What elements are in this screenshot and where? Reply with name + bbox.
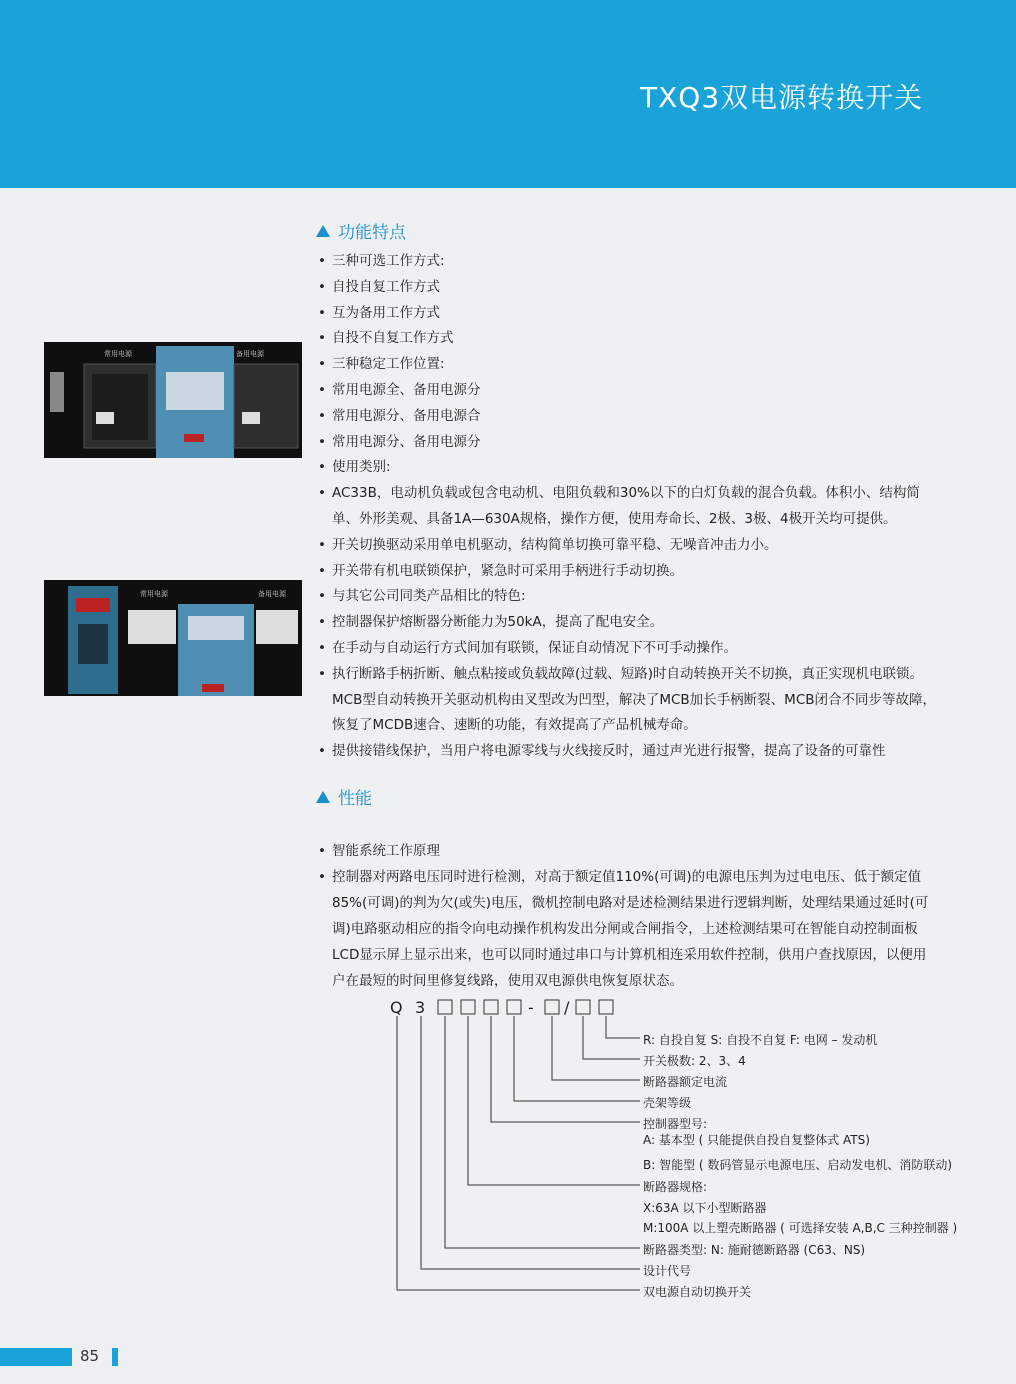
diagram-label: 断路器规格: [643, 1180, 708, 1194]
list-item: • 开关切换驱动采用单电机驱动，结构简单切换可靠平稳、无噪音冲击力小。 [318, 533, 998, 559]
diagram-label: 设计代号 [643, 1264, 692, 1278]
diagram-label: 断路器额定电流 [643, 1075, 728, 1089]
performance-heading-label: 性能 [338, 789, 372, 809]
performance-heading [316, 784, 372, 809]
list-item: • 三种可选工作方式: [318, 249, 998, 275]
image-label: 备用电源 [258, 590, 286, 598]
switch-illustration-2 [44, 580, 302, 696]
list-item: • 提供接错线保护，当用户将电源零线与火线接反时，通过声光进行报警，提高了设备的可靠性 [318, 739, 998, 765]
list-item: • 常用电源分、备用电源合 [318, 404, 998, 430]
diagram-label: B: 智能型 ( 数码管显示电源电压、启动发电机、消防联动) [643, 1158, 953, 1172]
triangle-icon [316, 225, 330, 237]
header-banner [0, 0, 1016, 188]
list-item: • 常用电源分、备用电源分 [318, 430, 998, 456]
features-list [318, 249, 998, 765]
list-item: • 在手动与自动运行方式间加有联锁，保证自动情况下不可手动操作。 [318, 636, 998, 662]
footer-bar-marker [112, 1348, 118, 1366]
footer-bar [0, 1348, 72, 1366]
diagram-label: 壳架等级 [643, 1096, 692, 1110]
diagram-label: 开关极数: 2、3、4 [643, 1054, 746, 1068]
features-heading [316, 218, 406, 243]
code-slash: / [564, 998, 570, 1017]
diagram-label: A: 基本型 ( 只能提供自投自复整体式 ATS) [643, 1133, 870, 1147]
code-3: 3 [415, 998, 426, 1017]
image-label: 备用电源 [236, 350, 264, 358]
diagram-label: 双电源自动切换开关 [643, 1285, 752, 1299]
performance-list [318, 838, 998, 994]
page-title: TXQ3双电源转换开关 [640, 81, 924, 114]
product-photo-2 [44, 580, 302, 696]
code-q: Q [390, 998, 403, 1017]
list-item: • 控制器对两路电压同时进行检测，对高于额定值110%(可调)的电源电压判为过电电压、低于额定值 [318, 864, 998, 890]
diagram-label: X:63A 以下小型断路器 [643, 1201, 767, 1215]
diagram-label: M:100A 以上塑壳断路器 ( 可选择安装 A,B,C 三种控制器 ) [643, 1221, 958, 1235]
list-item: • 智能系统工作原理 [318, 838, 998, 864]
triangle-icon [316, 791, 330, 803]
page-number: 85 [80, 1347, 100, 1365]
image-label: 常用电源 [104, 350, 132, 358]
product-photo-1 [44, 342, 302, 458]
list-item-continuation: 单、外形美观、具备1A—630A规格，操作方便，使用寿命长、2极、3极、4极开关均可提供。 [332, 510, 897, 527]
list-item: • 互为备用工作方式 [318, 301, 998, 327]
list-item-continuation: 户在最短的时间里修复线路，使用双电源供电恢复原状态。 [332, 973, 683, 989]
diagram-label: R: 自投自复 S: 自投不自复 F: 电网 – 发动机 [643, 1033, 878, 1047]
switch-illustration-1 [44, 342, 302, 458]
list-item-continuation: 恢复了MCDB速合、速断的功能，有效提高了产品机械寿命。 [332, 717, 697, 734]
list-item-continuation: 85%(可调)的判为欠(或失)电压，微机控制电路对是述检测结果进行逻辑判断，处理结果通过延时(可 [332, 895, 929, 911]
list-item-continuation: 调)电路驱动相应的指令向电动操作机构发出分闸或合闸指令，上述检测结果可在智能自动控制面板 [332, 921, 918, 937]
diagram-label: 断路器类型: N: 施耐德断路器 (C63、NS) [643, 1243, 866, 1257]
code-dash: - [528, 998, 534, 1017]
list-item: • 自投自复工作方式 [318, 275, 998, 301]
list-item: • 与其它公司同类产品相比的特色: [318, 584, 998, 610]
list-item: • 使用类别: [318, 455, 998, 481]
features-heading-label: 功能特点 [338, 223, 406, 243]
list-item: • 开关带有机电联锁保护，紧急时可采用手柄进行手动切换。 [318, 559, 998, 585]
image-label: 常用电源 [140, 590, 168, 598]
list-item-continuation: LCD显示屏上显示出来，也可以同时通过串口与计算机相连采用软件控制，供用户查找原因，以便用 [332, 947, 927, 963]
list-item: • AC33B，电动机负载或包含电动机、电阻负载和30%以下的白灯负载的混合负载。体积小、结构简 [318, 481, 998, 507]
list-item: • 常用电源全、备用电源分 [318, 378, 998, 404]
diagram-label: 控制器型号: [643, 1117, 708, 1131]
list-item: • 自投不自复工作方式 [318, 326, 998, 352]
list-item-continuation: MCB型自动转换开关驱动机构由叉型改为凹型，解决了MCB加长手柄断裂、MCB闭合不同步等故障， [332, 691, 937, 708]
list-item: • 执行断路手柄折断、触点粘接或负载故障(过载、短路)时自动转换开关不切换，真正实现机电联锁。 [318, 662, 998, 688]
list-item: • 三种稳定工作位置: [318, 352, 998, 378]
list-item: • 控制器保护熔断器分断能力为50kA，提高了配电安全。 [318, 610, 998, 636]
